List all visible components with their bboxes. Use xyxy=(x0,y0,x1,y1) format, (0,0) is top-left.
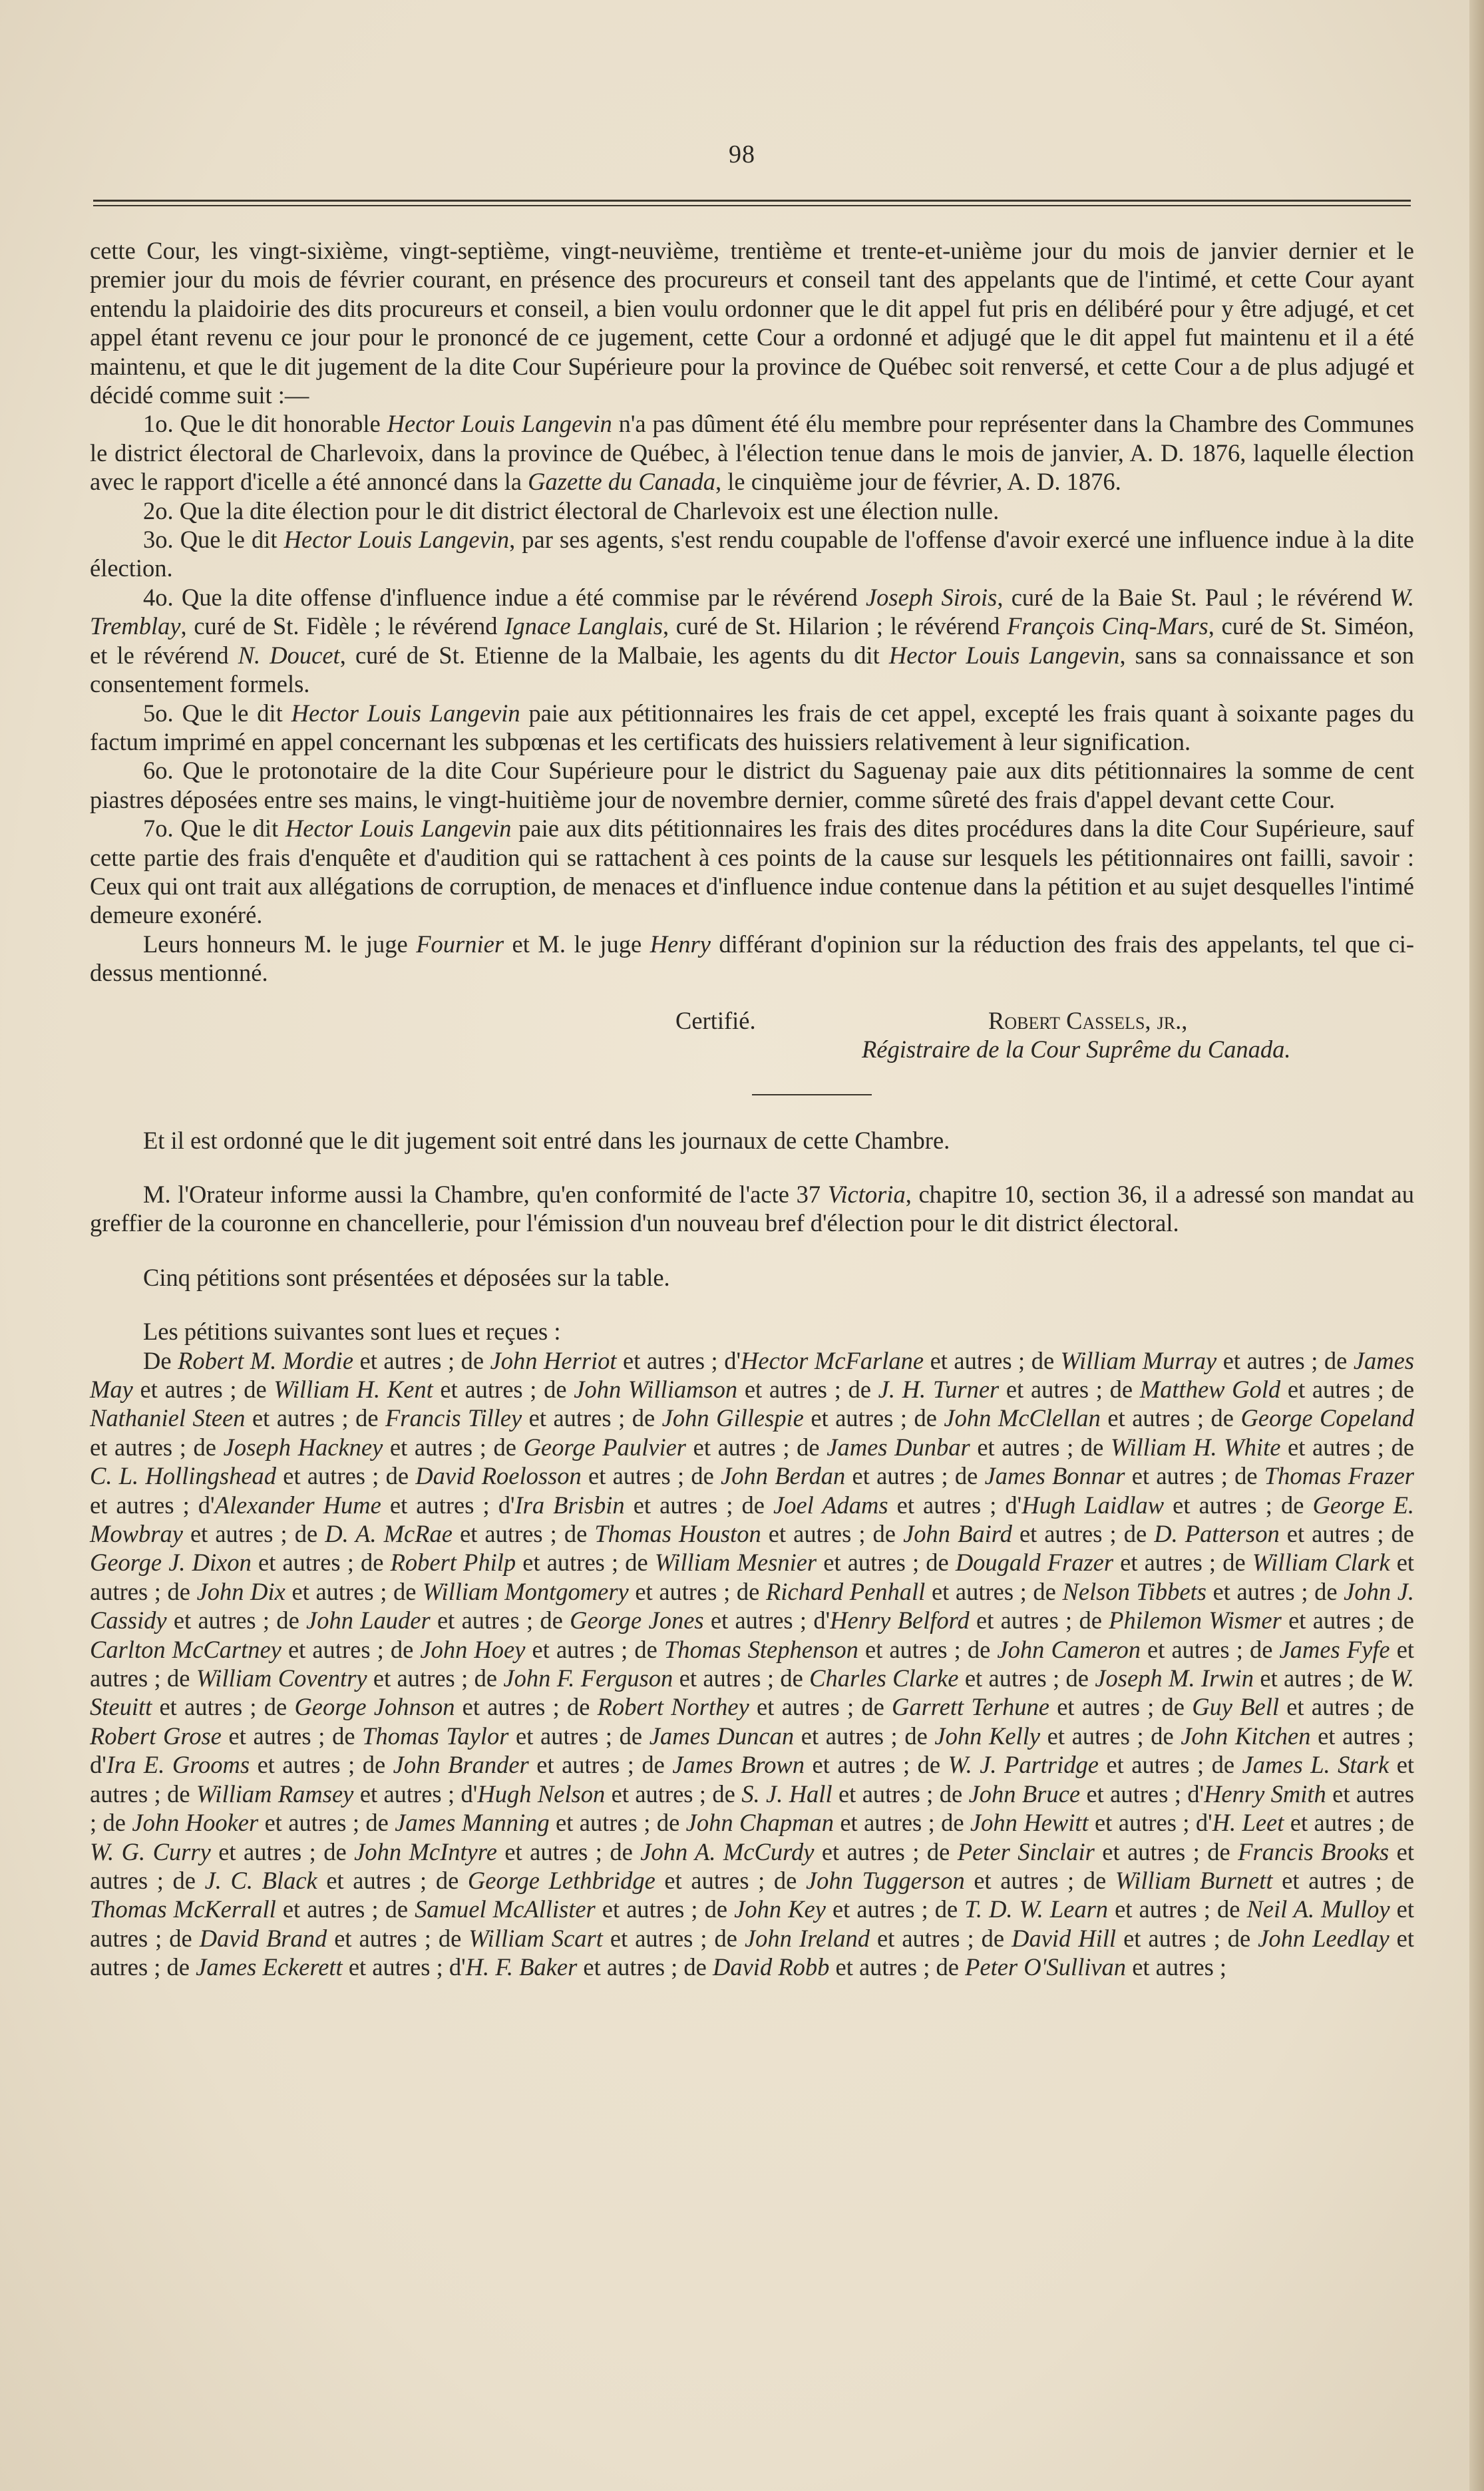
petitioner-name: John F. Ferguson xyxy=(503,1664,673,1692)
petitioner-name: Henry Smith xyxy=(1204,1780,1326,1808)
signature-block xyxy=(90,1005,1414,1069)
petitioner-name: Hugh Nelson xyxy=(477,1780,606,1808)
petitioner-name: Thomas McKerrall xyxy=(90,1895,276,1923)
petitioner-name: John Hewitt xyxy=(970,1809,1089,1837)
petitioner-name: J. C. Black xyxy=(204,1866,317,1894)
italic-name: Joseph Sirois xyxy=(865,583,998,611)
petitioner-name: John Tuggerson xyxy=(805,1866,965,1894)
judgment-intro: cette Cour, les vingt-sixième, vingt-septième, vingt-neuvième, trentième et trente-et-unième jour du mois de janvier dernier et le premier jour du mois de février courant, en présence des procureurs et conseil tant des appelants que de l'intimé, et cette Cour ayant entendu la plaidoirie des dits procureurs et conseil, a bien voulu ordonner que le dit appel fut pris en délibéré pour y être adjugé, et cet appel étant revenu ce jour pour le prononcé de ce jugement, cette Cour a ordonné et adjugé que le dit appel fut maintenu et il a été maintenu, et que le dit jugement de la dite Cour Supérieure pour la province de Québec soit renversé, et cette Cour a de plus adjugé et décidé comme suit :— xyxy=(90,237,1414,409)
petitioner-name: Robert M. Mordie xyxy=(178,1346,354,1374)
petitioner-name: James May xyxy=(90,1346,1415,1403)
petitioner-name: Hector McFarlane xyxy=(741,1346,924,1374)
italic-name: Victoria xyxy=(827,1180,906,1208)
registrar-name: Robert Cassels, jr., xyxy=(988,1006,1188,1034)
petitions-presented: Cinq pétitions sont présentées et déposées sur la table. xyxy=(143,1263,670,1291)
petitioner-name: John Williamson xyxy=(574,1376,738,1403)
petitioner-name: David Hill xyxy=(1012,1924,1117,1952)
petitioner-name: Carlton McCartney xyxy=(90,1635,281,1663)
petitioner-name: William Murray xyxy=(1060,1346,1217,1374)
petitioner-name: Thomas Taylor xyxy=(362,1722,509,1750)
petitioner-name: William Montgomery xyxy=(423,1577,629,1605)
petitioner-name: William H. White xyxy=(1110,1433,1281,1461)
petitioner-name: James Bonnar xyxy=(984,1462,1125,1490)
petitioner-name: John McIntyre xyxy=(354,1837,497,1865)
petitioner-name: Joseph Hackney xyxy=(223,1433,383,1461)
petitioner-name: William Clark xyxy=(1252,1549,1390,1577)
italic-name: Hector Louis Langevin xyxy=(888,641,1120,669)
petitioner-name: Thomas Houston xyxy=(594,1520,761,1548)
italic-name: W. Tremblay xyxy=(90,583,1414,640)
petitioner-name: John Brander xyxy=(393,1751,529,1779)
certified-label: Certifié. xyxy=(675,1006,756,1034)
petitioner-name: John McClellan xyxy=(944,1404,1101,1432)
petitioner-name: John Ireland xyxy=(744,1924,870,1952)
petitioner-name: Robert Grose xyxy=(90,1722,222,1750)
page-body xyxy=(90,236,1414,1982)
speaker-notice: M. l'Orateur informe aussi la Chambre, qu'en conformité de l'acte 37 Victoria, chapitre 10, section 36, il a adressé son mandat au greffier de la couronne en chancellerie, pour l'émission d'un nouveau bref d'élection pour le dit district électoral. xyxy=(90,1180,1414,1237)
petitioner-name: Peter O'Sullivan xyxy=(965,1953,1127,1981)
judgment-item-1: 1o. Que le dit honorable Hector Louis Langevin n'a pas dûment été élu membre pour représenter dans la Chambre des Communes le district électoral de Charlevoix, dans la province de Québec, à l'élection tenue dans le mois de janvier, A. D. 1876, laquelle élection avec le rapport d'icelle a été annoncé dans la Gazette du Canada, le cinquième jour de février, A. D. 1876. xyxy=(90,410,1414,496)
judgment-item-6: 6o. Que le protonotaire de la dite Cour Supérieure pour le district du Saguenay paie aux dits pétitionnaires la somme de cent piastres déposées entre ses mains, le vingt-huitième jour de novembre dernier, comme sûreté des frais d'appel devant cette Cour. xyxy=(90,757,1414,813)
petitioner-name: James Fyfe xyxy=(1279,1635,1390,1663)
petitioner-name: John Leedlay xyxy=(1258,1924,1390,1952)
petitioner-name: Ira Brisbin xyxy=(514,1491,625,1519)
petitioner-name: William Scart xyxy=(468,1924,603,1952)
petitioner-name: John Hoey xyxy=(420,1635,526,1663)
italic-name: N. Doucet xyxy=(238,641,340,669)
petitioner-name: Nathaniel Steen xyxy=(90,1404,246,1432)
petitioner-name: Peter Sinclair xyxy=(957,1837,1095,1865)
petitions-list: De Robert M. Mordie et autres ; de John Herriot et autres ; d'Hector McFarlane et autres ; de William Murray et autres ; de James May et autres ; de William H. Kent et autres ; de John Williamson et autres ; de J. H. Turner et autres ; de Matthew Gold et autres ; de Nathaniel Steen et autres ; de Francis Tilley et autres ; de John Gillespie et autres ; de John McClellan et autres ; de George Copeland et autres ; de Joseph Hackney et autres ; de George Paulvier et autres ; de James Dunbar et autres ; de William H. White et autres ; de C. L. Hollingshead et autres ; de David Roelosson et autres ; de John Berdan et autres ; de James Bonnar et autres ; de Thomas Frazer et autres ; d'Alexander Hume et autres ; d'Ira Brisbin et autres ; de Joel Adams et autres ; d'Hugh Laidlaw et autres ; de George E. Mowbray et autres ; de D. A. McRae et autres ; de Thomas Houston et autres ; de John Baird et autres ; de D. Patterson et autres ; de George J. Dixon et autres ; de Robert Philp et autres ; de William Mesnier et autres ; de Dougald Frazer et autres ; de William Clark et autres ; de John Dix et autres ; de William Montgomery et autres ; de Richard Penhall et autres ; de Nelson Tibbets et autres ; de John J. Cassidy et autres ; de John Lauder et autres ; de George Jones et autres ; d'Henry Belford et autres ; de Philemon Wismer et autres ; de Carlton McCartney et autres ; de John Hoey et autres ; de Thomas Stephenson et autres ; de John Cameron et autres ; de James Fyfe et autres ; de William Coventry et autres ; de John F. Ferguson et autres ; de Charles Clarke et autres ; de Joseph M. Irwin et autres ; de W. Steuitt et autres ; de George Johnson et autres ; de Robert Northey et autres ; de Garrett Terhune et autres ; de Guy Bell et autres ; de Robert Grose et autres ; de Thomas Taylor et autres ; de James Duncan et autres ; de John Kelly et autres ; de John Kitchen et autres ; d'Ira E. Grooms et autres ; de John Brander et autres ; de James Brown et autres ; de W. J. Partridge et autres ; de James L. Stark et autres ; de William Ramsey et autres ; d'Hugh Nelson et autres ; de S. J. Hall et autres ; de John Bruce et autres ; d'Henry Smith et autres ; de John Hooker et autres ; de James Manning et autres ; de John Chapman et autres ; de John Hewitt et autres ; d'H. Leet et autres ; de W. G. Curry et autres ; de John McIntyre et autres ; de John A. McCurdy et autres ; de Peter Sinclair et autres ; de Francis Brooks et autres ; de J. C. Black et autres ; de George Lethbridge et autres ; de John Tuggerson et autres ; de William Burnett et autres ; de Thomas McKerrall et autres ; de Samuel McAllister et autres ; de John Key et autres ; de T. D. W. Learn et autres ; de Neil A. Mulloy et autres ; de David Brand et autres ; de William Scart et autres ; de John Ireland et autres ; de David Hill et autres ; de John Leedlay et autres ; de James Eckerett et autres ; d'H. F. Baker et autres ; de David Robb et autres ; de Peter O'Sullivan et autres ; xyxy=(90,1346,1415,1981)
petitioner-name: John Key xyxy=(734,1895,826,1923)
judgment-item-7: 7o. Que le dit Hector Louis Langevin paie aux dits pétitionnaires les frais des dites procédures dans la dite Cour Supérieure, sauf cette partie des frais d'enquête et d'audition qui se rattachent à ces points de la cause sur lesquels les pétitionnaires ont failli, savoir : Ceux qui ont trait aux allégations de corruption, de menaces et d'influence indue contenue dans la pétition et au sujet desquelles l'intimé demeure exonéré. xyxy=(90,815,1415,929)
journal-order: Et il est ordonné que le dit jugement soit entré dans les journaux de cette Chambre. xyxy=(143,1126,950,1154)
petitioner-name: T. D. W. Learn xyxy=(964,1895,1109,1923)
petitioner-name: H. Leet xyxy=(1212,1809,1284,1837)
judgment-dissent: Leurs honneurs M. le juge Fournier et M. le juge Henry différant d'opinion sur la réduction des frais des appelants, tel que ci-dessus mentionné. xyxy=(90,930,1414,987)
page-edge-shadow xyxy=(1469,0,1484,2491)
petitioner-name: Francis Tilley xyxy=(385,1404,522,1432)
petitions-heading: Les pétitions suivantes sont lues et reçues : xyxy=(143,1318,561,1346)
petitioner-name: William Coventry xyxy=(196,1664,367,1692)
petitioner-name: Robert Northey xyxy=(597,1693,749,1721)
petitioner-name: George Paulvier xyxy=(523,1433,686,1461)
italic-name: Henry xyxy=(649,930,711,958)
petitioner-name: John Dix xyxy=(196,1577,285,1605)
petitioner-name: James Brown xyxy=(672,1751,805,1779)
petitioner-name: Ira E. Grooms xyxy=(106,1751,250,1779)
judgment-item-2: 2o. Que la dite élection pour le dit district électoral de Charlevoix est une élection nulle. xyxy=(143,496,1000,524)
petitioner-name: John Gillespie xyxy=(661,1404,804,1432)
italic-name: Hector Louis Langevin xyxy=(285,815,512,843)
petitioner-name: Matthew Gold xyxy=(1139,1376,1281,1403)
italic-name: Hector Louis Langevin xyxy=(387,410,612,438)
petitioner-name: John A. McCurdy xyxy=(640,1837,815,1865)
petitioner-name: John Baird xyxy=(903,1520,1012,1548)
petitioner-name: John Cameron xyxy=(997,1635,1141,1663)
petitioner-name: George E. Mowbray xyxy=(90,1491,1415,1548)
italic-name: Fournier xyxy=(416,930,504,958)
petitioner-name: James Eckerett xyxy=(196,1953,343,1981)
petitioner-name: David Roelosson xyxy=(415,1462,582,1490)
petitioner-name: George Johnson xyxy=(294,1693,455,1721)
petitioner-name: Henry Belford xyxy=(830,1607,970,1634)
judgment-item-4: 4o. Que la dite offense d'influence indue a été commise par le révérend Joseph Sirois, curé de la Baie St. Paul ; le révérend W. Tremblay, curé de St. Fidèle ; le révérend Ignace Langlais, curé de St. Hilarion ; le révérend François Cinq-Mars, curé de St. Siméon, et le révérend N. Doucet, curé de St. Etienne de la Malbaie, les agents du dit Hector Louis Langevin, sans sa connaissance et son consentement formels. xyxy=(90,583,1415,698)
petitioner-name: S. J. Hall xyxy=(741,1780,833,1808)
petitioner-name: Guy Bell xyxy=(1192,1693,1279,1721)
petitioner-name: Joel Adams xyxy=(773,1491,888,1519)
petitioner-name: John Kitchen xyxy=(1181,1722,1311,1750)
petitioner-name: H. F. Baker xyxy=(465,1953,578,1981)
italic-name: Gazette du Canada xyxy=(528,468,716,496)
registrar-title: Régistraire de la Cour Suprême du Canada. xyxy=(862,1035,1291,1063)
header-rule xyxy=(93,200,1411,206)
petitioner-name: James Dunbar xyxy=(827,1433,970,1461)
petitioner-name: William H. Kent xyxy=(274,1376,433,1403)
petitioner-name: Philemon Wismer xyxy=(1109,1607,1282,1634)
petitioner-name: John Bruce xyxy=(968,1780,1081,1808)
judgment-item-3: 3o. Que le dit Hector Louis Langevin, par ses agents, s'est rendu coupable de l'offense d'avoir exercé une influence indue à la dite élection. xyxy=(90,526,1414,582)
italic-name: Hector Louis Langevin xyxy=(283,526,510,554)
petitioner-name: Neil A. Mulloy xyxy=(1246,1895,1390,1923)
petitioner-name: James L. Stark xyxy=(1242,1751,1390,1779)
petitioner-name: John Herriot xyxy=(490,1346,617,1374)
petitioner-name: W. J. Partridge xyxy=(948,1751,1099,1779)
judgment-item-5: 5o. Que le dit Hector Louis Langevin paie aux pétitionnaires les frais de cet appel, excepté les frais quant à soixante pages du factum imprimé en appel concernant les subpœnas et les certificats des huissiers relativement à leur signification. xyxy=(90,699,1414,755)
petitioner-name: Robert Philp xyxy=(390,1549,516,1577)
petitioner-name: George Lethbridge xyxy=(467,1866,655,1894)
petitioner-name: James Manning xyxy=(395,1809,550,1837)
petitioner-name: Charles Clarke xyxy=(809,1664,959,1692)
petitioner-name: John Kelly xyxy=(934,1722,1041,1750)
petitioner-name: C. L. Hollingshead xyxy=(90,1462,277,1490)
page-number: 98 xyxy=(729,140,755,168)
petitioner-name: William Burnett xyxy=(1115,1866,1273,1894)
petitioner-name: John Berdan xyxy=(721,1462,846,1490)
petitioner-name: David Brand xyxy=(199,1924,327,1952)
petitioner-name: Hugh Laidlaw xyxy=(1021,1491,1165,1519)
petitioner-name: D. Patterson xyxy=(1154,1520,1280,1548)
petitioner-name: John J. Cassidy xyxy=(90,1577,1415,1634)
petitioner-name: James Duncan xyxy=(649,1722,795,1750)
petitioner-name: David Robb xyxy=(713,1953,830,1981)
petitioner-name: Samuel McAllister xyxy=(415,1895,596,1923)
italic-name: Ignace Langlais xyxy=(504,612,663,640)
petitioner-name: D. A. McRae xyxy=(325,1520,453,1548)
petitioner-name: Nelson Tibbets xyxy=(1062,1577,1206,1605)
petitioner-name: George J. Dixon xyxy=(90,1549,252,1577)
petitioner-name: Richard Penhall xyxy=(765,1577,926,1605)
italic-name: François Cinq-Mars xyxy=(1007,612,1208,640)
petitioner-name: Joseph M. Irwin xyxy=(1095,1664,1254,1692)
petitioner-name: William Mesnier xyxy=(654,1549,817,1577)
petitioner-name: Thomas Stephenson xyxy=(663,1635,858,1663)
petitioner-name: W. Steuitt xyxy=(90,1664,1415,1721)
petitioner-name: John Lauder xyxy=(306,1607,431,1634)
petitioner-name: Francis Brooks xyxy=(1238,1837,1390,1865)
petitioner-name: William Ramsey xyxy=(196,1780,354,1808)
petitioner-name: John Hooker xyxy=(132,1809,259,1837)
petitioner-name: J. H. Turner xyxy=(878,1376,1000,1403)
petitioner-name: Thomas Frazer xyxy=(1264,1462,1414,1490)
petitioner-name: Garrett Terhune xyxy=(891,1693,1049,1721)
section-divider xyxy=(752,1094,872,1095)
petitioner-name: George Jones xyxy=(570,1607,704,1634)
petitioner-name: Alexander Hume xyxy=(214,1491,381,1519)
italic-name: Hector Louis Langevin xyxy=(291,699,520,727)
petitioner-name: Dougald Frazer xyxy=(955,1549,1114,1577)
petitioner-name: W. G. Curry xyxy=(90,1837,211,1865)
petitioner-name: George Copeland xyxy=(1240,1404,1414,1432)
petitioner-name: John Chapman xyxy=(685,1809,834,1837)
